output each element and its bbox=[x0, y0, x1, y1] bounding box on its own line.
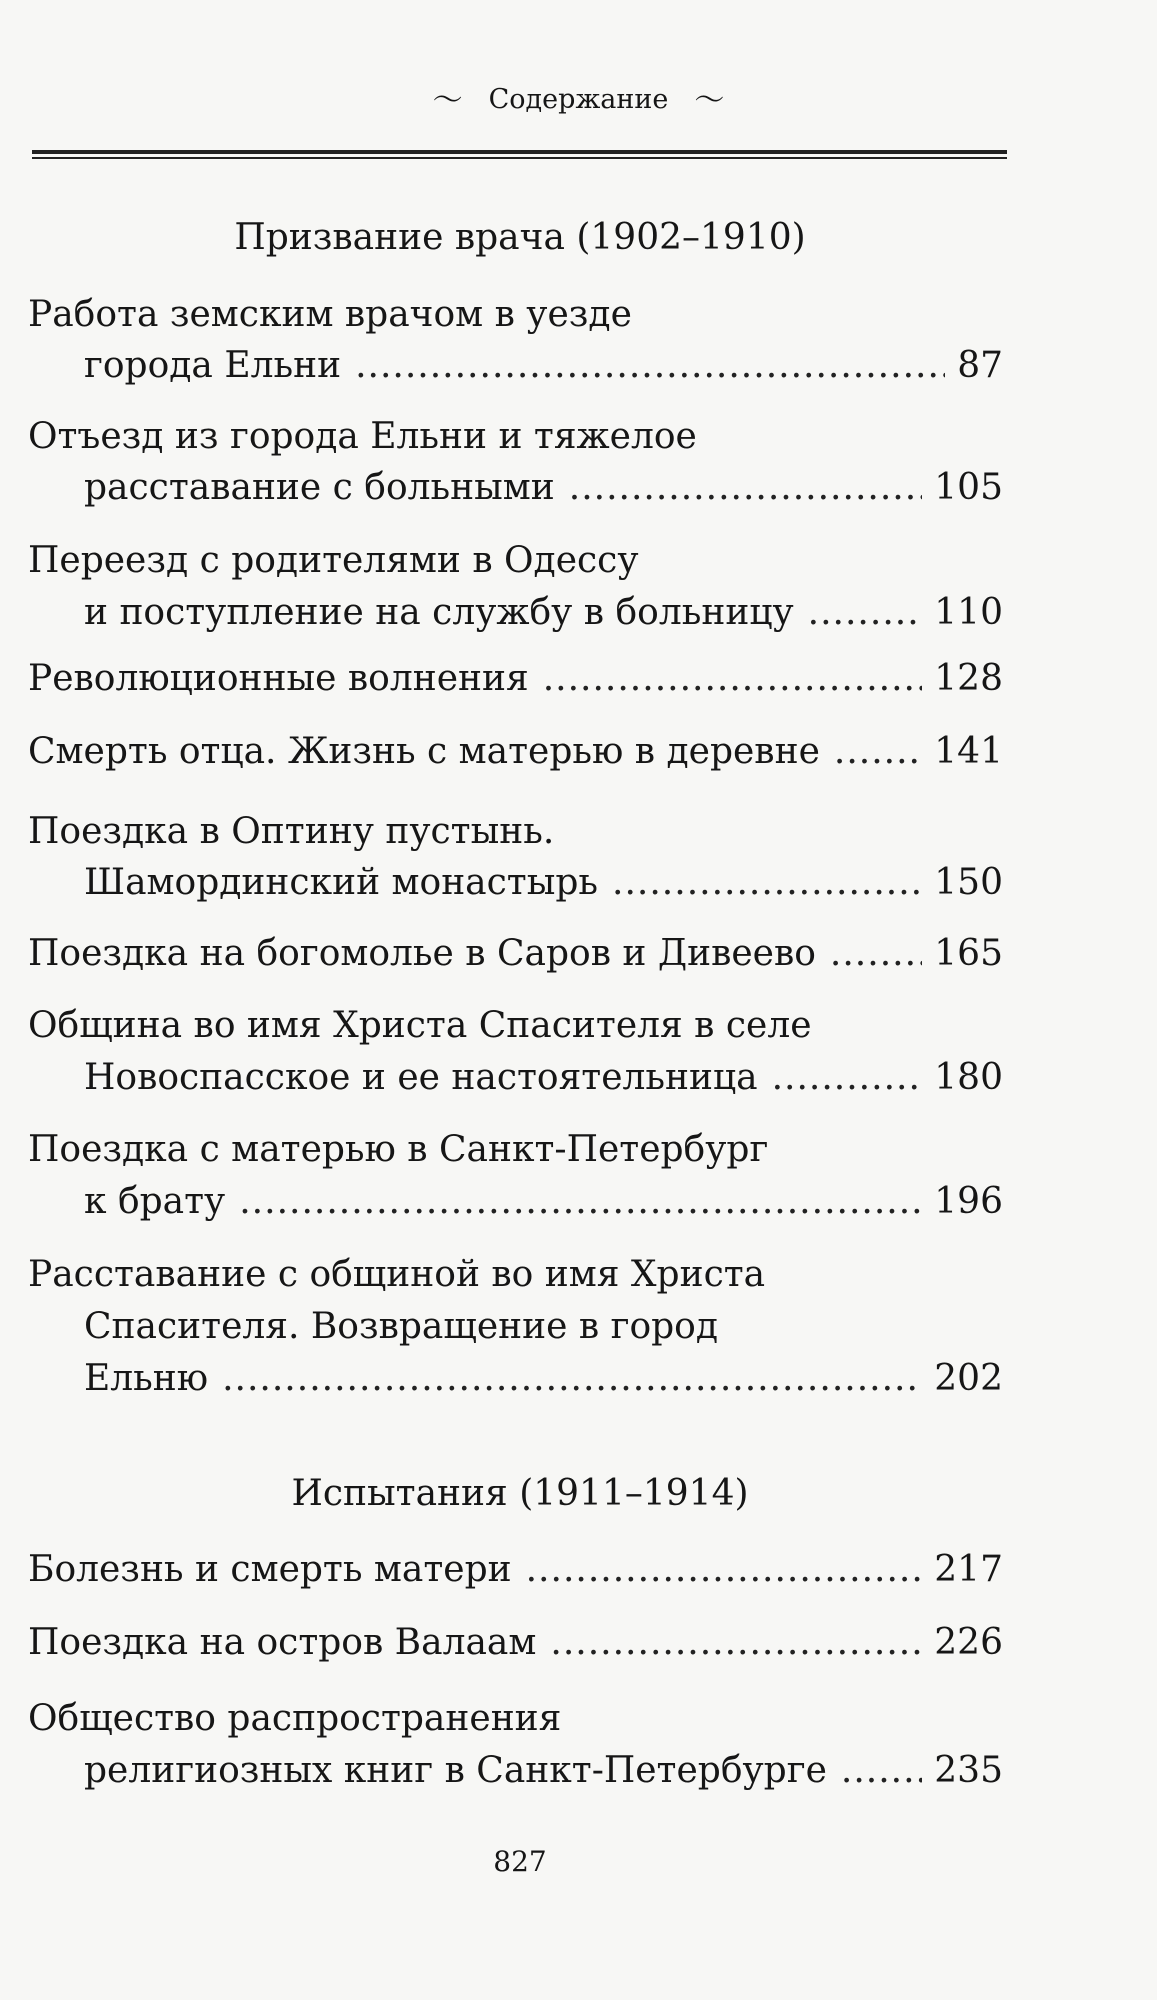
toc-entry-row bbox=[84, 588, 1003, 638]
toc-entry-title: религиозных книг в Санкт-Петербурге bbox=[84, 1750, 827, 1791]
dot-leader bbox=[550, 1618, 922, 1668]
section-title: Испытания (1911–1914) bbox=[291, 1473, 749, 1514]
dot-leader bbox=[772, 1053, 923, 1103]
toc-page-number: 196 bbox=[934, 1181, 1003, 1222]
toc-entry-row bbox=[84, 1177, 1003, 1227]
toc-entry-title: Новоспасское и ее настоятельница bbox=[84, 1057, 758, 1098]
toc-entry-line: Спасителя. Возвращение в город bbox=[84, 1306, 719, 1347]
toc-entry-line: Отъезд из города Ельни и тяжелое bbox=[28, 416, 697, 457]
toc-entry-row bbox=[84, 858, 1003, 908]
toc-entry-line: Переезд с родителями в Одессу bbox=[28, 540, 639, 581]
toc-page-number: 235 bbox=[934, 1750, 1003, 1791]
toc-entry-line: Поездка в Оптину пустынь. bbox=[28, 811, 555, 852]
toc-page-number: 128 bbox=[934, 658, 1003, 699]
dot-leader bbox=[612, 858, 922, 908]
toc-page-number: 110 bbox=[934, 592, 1003, 633]
toc-entry-row bbox=[84, 1354, 1003, 1404]
toc-page-number: 165 bbox=[934, 933, 1003, 974]
toc-entry-line: Поездка с матерью в Санкт-Петербург bbox=[28, 1129, 769, 1170]
toc-page-number: 87 bbox=[957, 345, 1003, 386]
toc-entry-row bbox=[28, 1545, 1003, 1595]
toc-entry-line: Расставание с общиной во имя Христа bbox=[28, 1254, 766, 1295]
running-head-title: Содержание bbox=[488, 84, 669, 115]
toc-entry-title: расставание с больными bbox=[84, 467, 555, 508]
toc-entry-title: Ельню bbox=[84, 1358, 209, 1399]
toc-entry-title: к брату bbox=[84, 1181, 226, 1222]
page-number: 827 bbox=[493, 1845, 547, 1878]
dot-leader bbox=[526, 1545, 923, 1595]
toc-entry-row bbox=[28, 1618, 1003, 1668]
toc-page-number: 226 bbox=[934, 1622, 1003, 1663]
toc-entry-line: Общество распространения bbox=[28, 1698, 562, 1739]
ornament-left-icon: 〜 bbox=[432, 82, 463, 118]
toc-entry-row bbox=[84, 341, 1003, 391]
dot-leader bbox=[834, 727, 922, 777]
toc-entry-row bbox=[28, 929, 1003, 979]
toc-entry-line: Работа земским врачом в уезде bbox=[28, 294, 632, 335]
toc-entry-row bbox=[84, 1746, 1003, 1796]
toc-entry-title: Поездка на богомолье в Саров и Дивеево bbox=[28, 933, 816, 974]
toc-entry-line: Община во имя Христа Спасителя в селе bbox=[28, 1005, 812, 1046]
toc-entry-title: Болезнь и смерть матери bbox=[28, 1549, 512, 1590]
toc-entry-title: Смерть отца. Жизнь с матерью в деревне bbox=[28, 731, 820, 772]
toc-page-number: 202 bbox=[934, 1358, 1003, 1399]
toc-entry-row bbox=[84, 463, 1003, 513]
ornament-right-icon: 〜 bbox=[694, 82, 725, 118]
dot-leader bbox=[808, 588, 923, 638]
toc-page-number: 180 bbox=[934, 1057, 1003, 1098]
dot-leader bbox=[543, 654, 923, 704]
toc-entry-row bbox=[28, 654, 1003, 704]
toc-page-number: 217 bbox=[934, 1549, 1003, 1590]
toc-entry-title: и поступление на службу в больницу bbox=[84, 592, 794, 633]
toc-entry-row bbox=[84, 1053, 1003, 1103]
dot-leader bbox=[355, 341, 945, 391]
toc-entry-title: города Ельни bbox=[84, 345, 342, 386]
toc-entry-title: Шамординский монастырь bbox=[84, 862, 599, 903]
section-title: Призвание врача (1902–1910) bbox=[234, 217, 806, 258]
toc-entry-title: Революционные волнения bbox=[28, 658, 529, 699]
toc-page-number: 141 bbox=[934, 731, 1003, 772]
dot-leader bbox=[569, 463, 923, 513]
dot-leader bbox=[239, 1177, 922, 1227]
dot-leader bbox=[222, 1354, 922, 1404]
dot-leader bbox=[830, 929, 922, 979]
toc-entry-row bbox=[28, 727, 1003, 777]
toc-page-number: 105 bbox=[934, 467, 1003, 508]
toc-page-number: 150 bbox=[934, 862, 1003, 903]
toc-entry-title: Поездка на остров Валаам bbox=[28, 1622, 537, 1663]
dot-leader bbox=[841, 1746, 922, 1796]
